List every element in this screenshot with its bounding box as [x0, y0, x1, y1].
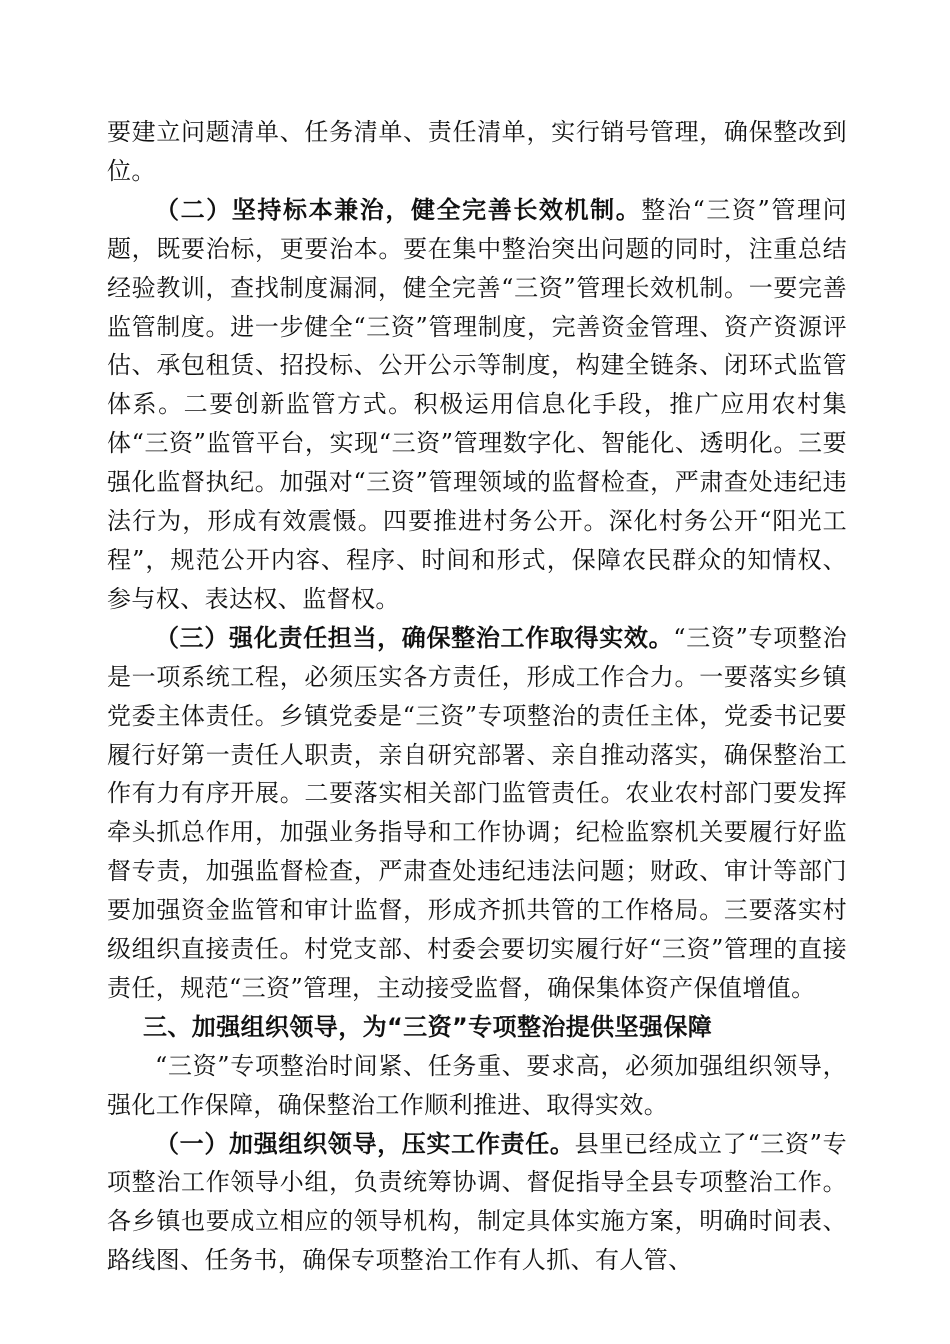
- paragraph-3: [107, 619, 847, 1008]
- paragraph-5-text: 县里已经成立了“三资”专项整治工作领导小组，负责统筹协调、督促指导全县专项整治工作。各乡镇也要成立相应的领导机构，制定具体实施方案，明确时间表、路线图、任务书，确保专项整治工作有人抓、有人管、: [107, 1129, 847, 1275]
- paragraph-5: [107, 1125, 847, 1281]
- paragraph-1-text: 要建立问题清单、任务清单、责任清单，实行销号管理，确保整改到位。: [107, 118, 847, 185]
- paragraph-5-heading: （一）加强组织领导，压实工作责任。: [155, 1129, 575, 1158]
- document-page: [107, 113, 847, 1280]
- paragraph-4: [107, 1047, 847, 1125]
- paragraph-1: [107, 113, 847, 191]
- paragraph-3-text: “三资”专项整治是一项系统工程，必须压实各方责任，形成工作合力。一要落实乡镇党委主体责任。乡镇党委是“三资”专项整治的责任主体，党委书记要履行好第一责任人职责，亲自研究部署、亲自推动落实，确保整治工作有力有序开展。二要落实相关部门监管责任。农业农村部门要发挥牵头抓总作用，加强业务指导和工作协调；纪检监察机关要履行好监督专责，加强监督检查，严肃查处违纪违法问题；财政、审计等部门要加强资金监管和审计监督，形成齐抓共管的工作格局。三要落实村级组织直接责任。村党支部、村委会要切实履行好“三资”管理的直接责任，规范“三资”管理，主动接受监督，确保集体资产保值增值。: [107, 623, 847, 1002]
- paragraph-3-heading: （三）强化责任担当，确保整治工作取得实效。: [155, 623, 674, 652]
- paragraph-2-heading: （二）坚持标本兼治，健全完善长效机制。: [155, 195, 642, 224]
- paragraph-4-text: “三资”专项整治时间紧、任务重、要求高，必须加强组织领导，强化工作保障，确保整治工作顺利推进、取得实效。: [107, 1051, 847, 1119]
- paragraph-2: [107, 191, 847, 619]
- paragraph-2-text: 整治“三资”管理问题，既要治标，更要治本。要在集中整治突出问题的同时，注重总结经验教训，查找制度漏洞，健全完善“三资”管理长效机制。一要完善监管制度。进一步健全“三资”管理制度，完善资金管理、资产资源评估、承包租赁、招投标、公开公示等制度，构建全链条、闭环式监管体系。二要创新监管方式。积极运用信息化手段，推广应用农村集体“三资”监管平台，实现“三资”管理数字化、智能化、透明化。三要强化监督执纪。加强对“三资”管理领域的监督检查，严肃查处违纪违法行为，形成有效震慑。四要推进村务公开。深化村务公开“阳光工程”，规范公开内容、程序、时间和形式，保障农民群众的知情权、参与权、表达权、监督权。: [107, 195, 847, 613]
- section-3-heading: 三、加强组织领导，为“三资”专项整治提供坚强保障: [143, 1012, 713, 1041]
